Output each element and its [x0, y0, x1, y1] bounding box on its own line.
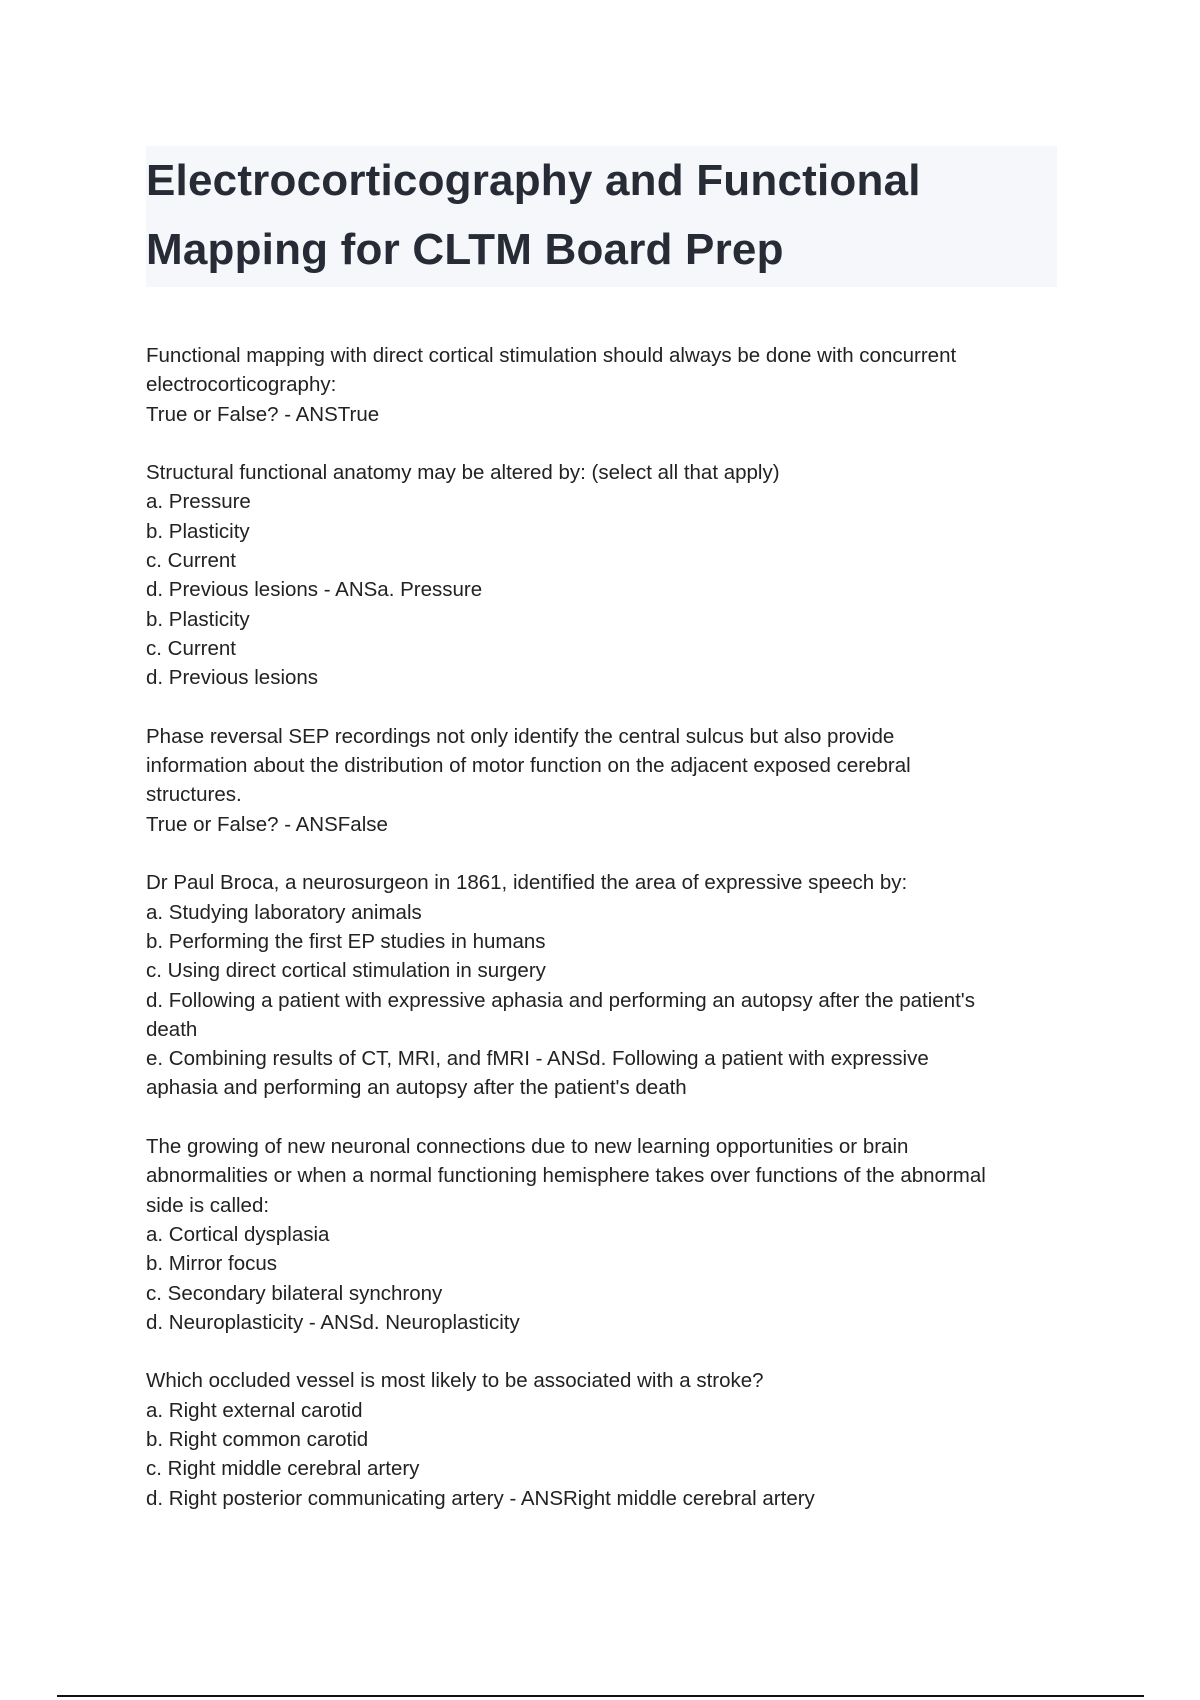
question-block: [146, 458, 1076, 692]
question-line: b. Plasticity: [146, 519, 250, 543]
question-line: d. Previous lesions: [146, 666, 319, 690]
question-line: d. Following a patient with expressive aphasia and performing an autopsy after the patient's: [146, 988, 975, 1012]
question-block: [146, 868, 1076, 1102]
question-line: information about the distribution of motor function on the adjacent exposed cerebral: [146, 754, 911, 778]
question-line: b. Right common carotid: [146, 1427, 369, 1451]
question-line: electrocorticography:: [146, 373, 337, 397]
question-line: d. Neuroplasticity - ANSd. Neuroplasticity: [146, 1310, 520, 1334]
question-line: b. Plasticity: [146, 607, 250, 631]
question-line: c. Current: [146, 549, 236, 573]
question-line: a. Right external carotid: [146, 1398, 363, 1422]
question-line: e. Combining results of CT, MRI, and fMRI - ANSd. Following a patient with expressive: [146, 1047, 929, 1071]
document-title: Electrocorticography and Functional Mapping for CLTM Board Prep: [146, 156, 921, 274]
question-list: [146, 341, 1076, 1542]
question-line: The growing of new neuronal connections due to new learning opportunities or brain: [146, 1135, 909, 1159]
title-banner: [146, 146, 1057, 287]
question-line: d. Right posterior communicating artery - ANSRight middle cerebral artery: [146, 1486, 815, 1510]
question-line: a. Studying laboratory animals: [146, 900, 422, 924]
footer-divider: [57, 1695, 1144, 1697]
question-line: aphasia and performing an autopsy after the patient's death: [146, 1076, 687, 1100]
question-line: b. Mirror focus: [146, 1252, 277, 1276]
question-line: side is called:: [146, 1193, 270, 1217]
question-line: b. Performing the first EP studies in humans: [146, 929, 546, 953]
question-line: structures.: [146, 783, 242, 807]
question-line: True or False? - ANSTrue: [146, 402, 380, 426]
question-line: abnormalities or when a normal functioning hemisphere takes over functions of the abnormal: [146, 1164, 986, 1188]
question-line: death: [146, 1017, 198, 1041]
question-line: c. Right middle cerebral artery: [146, 1457, 420, 1481]
question-block: [146, 341, 1076, 429]
question-line: c. Secondary bilateral synchrony: [146, 1281, 443, 1305]
question-line: c. Current: [146, 636, 236, 660]
question-block: [146, 722, 1076, 839]
question-line: a. Pressure: [146, 490, 251, 514]
question-line: c. Using direct cortical stimulation in surgery: [146, 959, 546, 983]
question-line: Which occluded vessel is most likely to be associated with a stroke?: [146, 1369, 764, 1393]
question-line: Dr Paul Broca, a neurosurgeon in 1861, identified the area of expressive speech by:: [146, 871, 908, 895]
question-line: Phase reversal SEP recordings not only identify the central sulcus but also provide: [146, 724, 895, 748]
question-line: Functional mapping with direct cortical stimulation should always be done with concurrent: [146, 344, 957, 367]
question-block: [146, 1366, 1076, 1512]
question-line: True or False? - ANSFalse: [146, 812, 388, 836]
question-line: a. Cortical dysplasia: [146, 1222, 330, 1246]
question-line: d. Previous lesions - ANSa. Pressure: [146, 578, 483, 602]
question-line: Structural functional anatomy may be altered by: (select all that apply): [146, 461, 780, 485]
question-block: [146, 1132, 1076, 1337]
